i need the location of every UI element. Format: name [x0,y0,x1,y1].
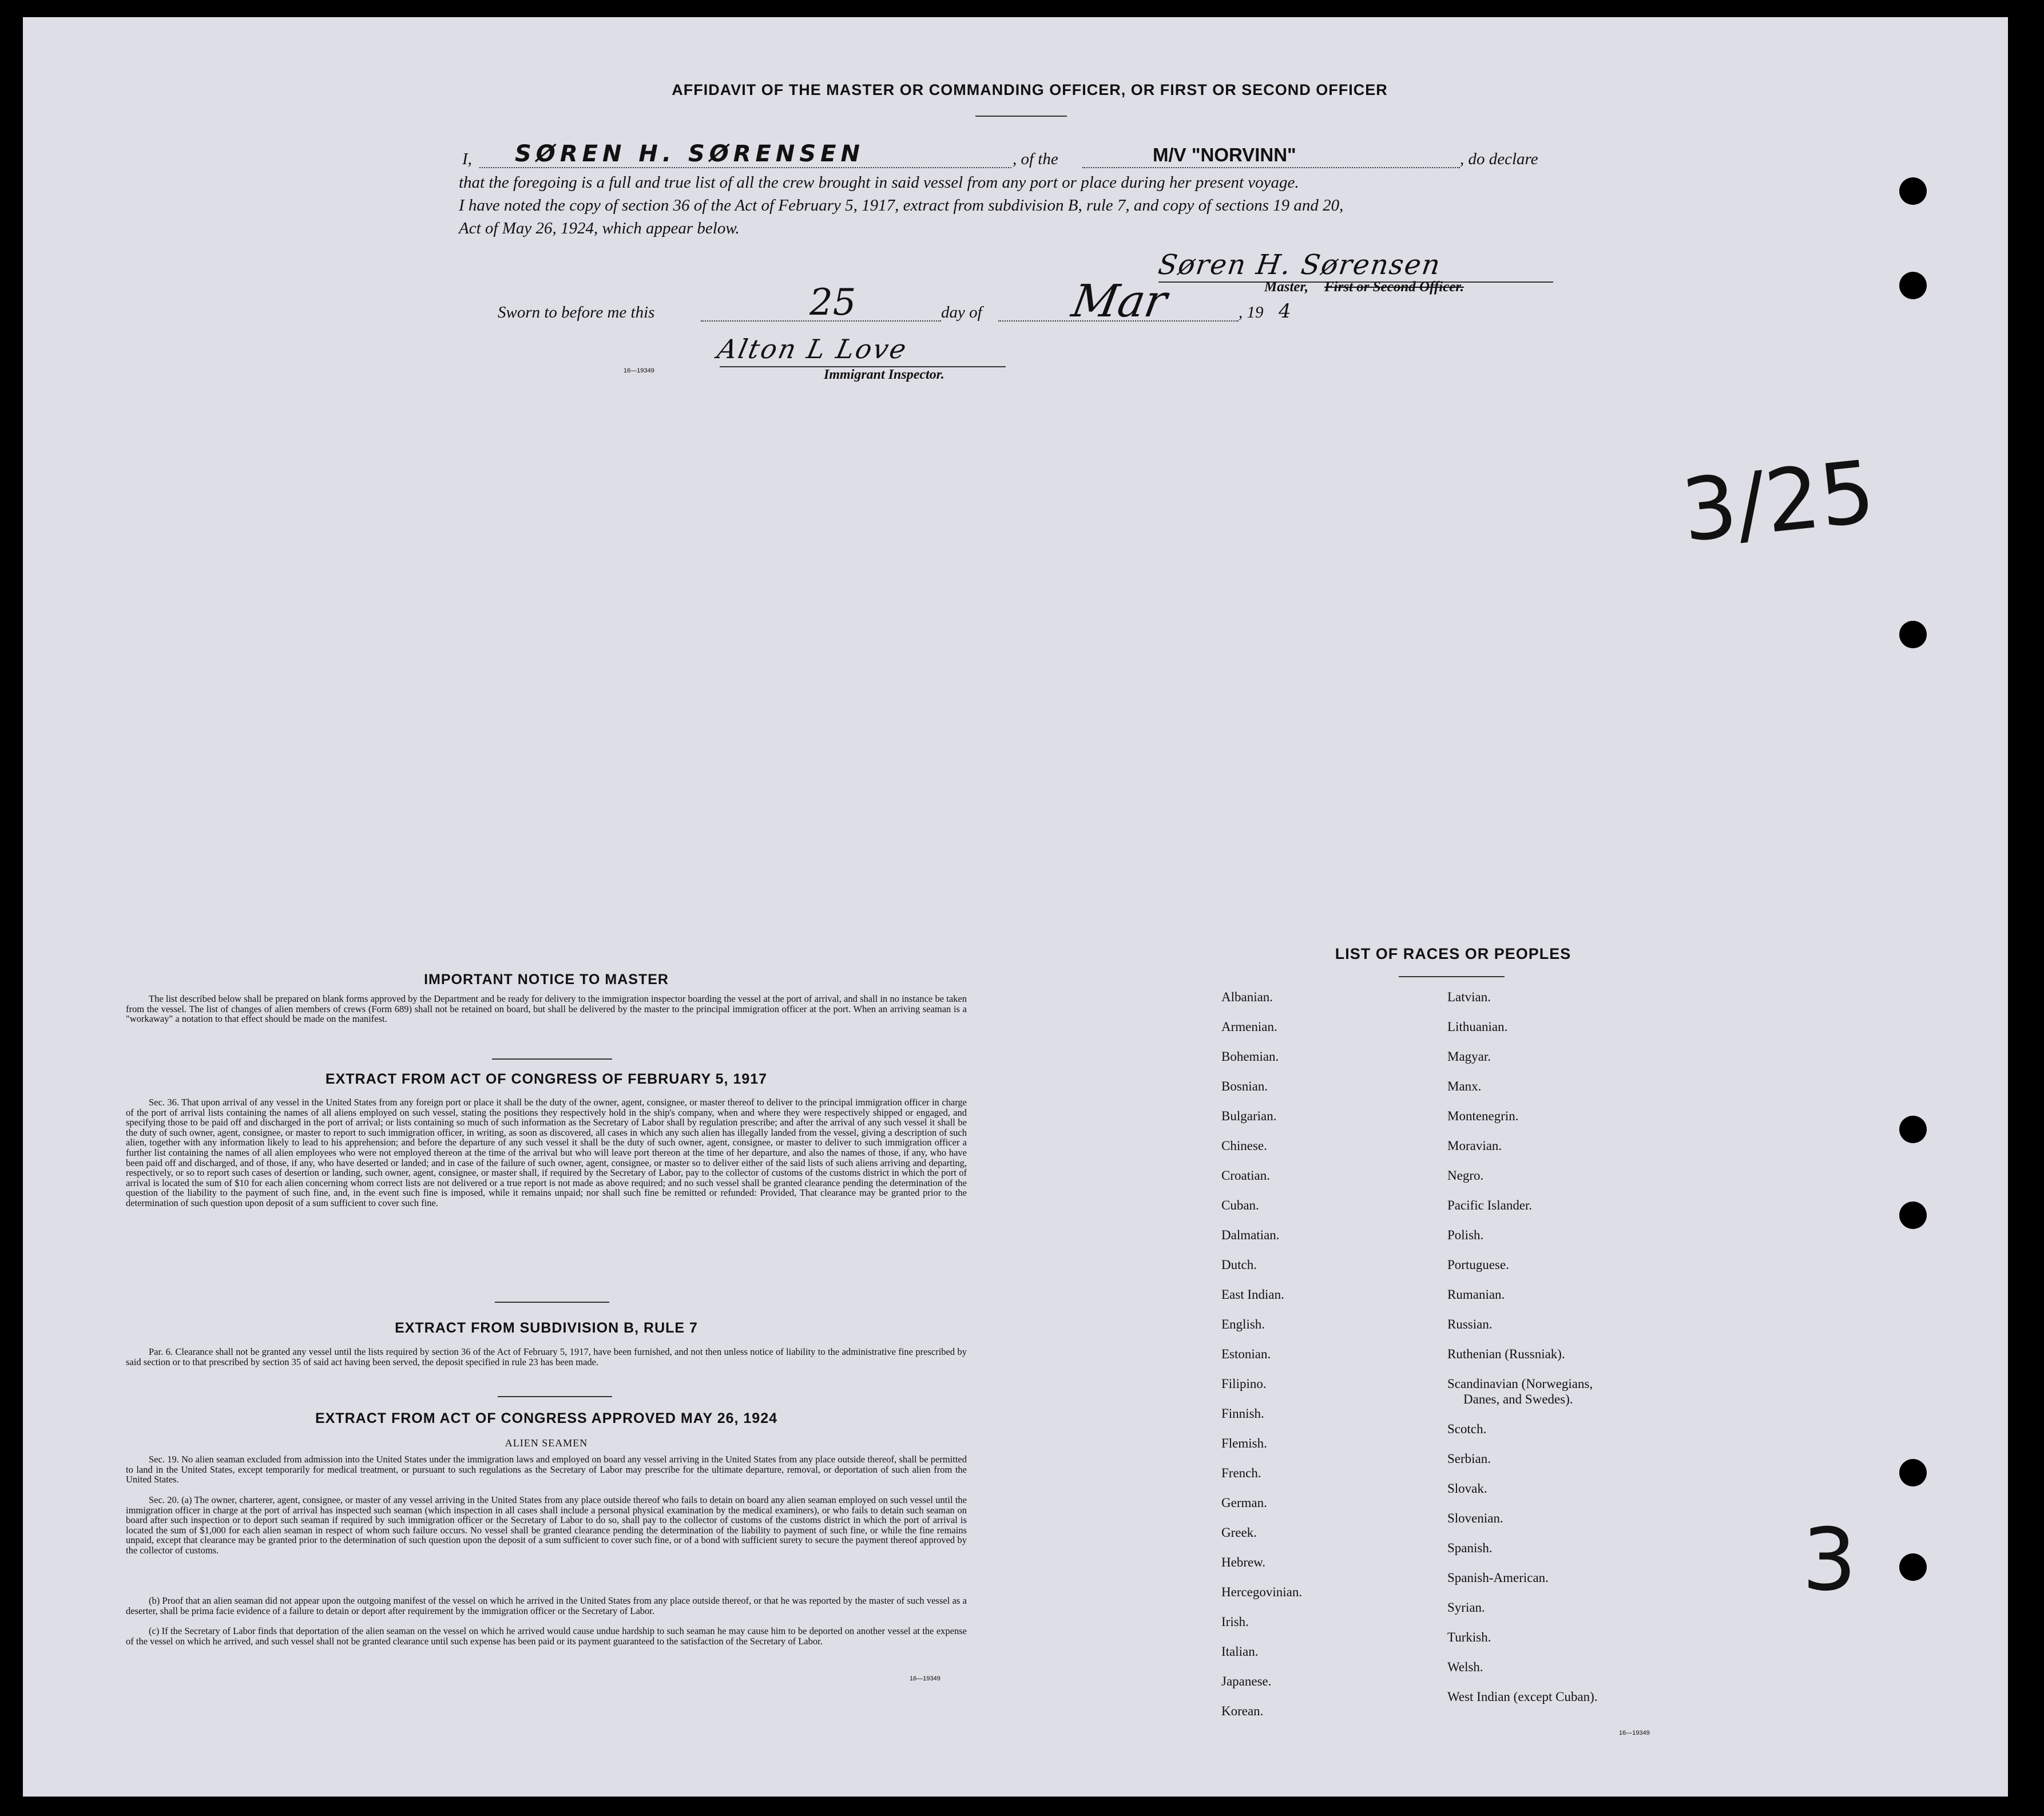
race-item: Spanish-American. [1447,1571,1549,1585]
notice-text: The list described below shall be prepared on blank forms approved by the Department and be ready for delivery to the immigration inspector boarding the vessel at the port of arrival, and shall in no instance be taken from the vessel. The list of changes of alien members of crews (Form 689) shall not be retained on board, but shall be delivered by the master to the principal immigration officer at the port. When an arriving seaman is a "workaway" a notation to that effect should be made on the manifest. [126,993,967,1025]
extract3-sec20c: (c) If the Secretary of Labor finds that deportation of the alien seaman on the vessel on which he arrived would cause undue hardship to such seaman he may cause him to be deported on another vessel at the expense of the vessel on which he arrived, and such vessel shall not be granted clearance until such expense has been paid or its payment guaranteed to the satisfaction of the Secretary of Labor. [126,1625,967,1647]
form-number-top: 16—19349 [624,367,654,374]
race-item: German. [1221,1496,1267,1510]
struck-officer-label: First or Second Officer. [1324,279,1464,295]
vessel-name: M/V "NORVINN" [1153,144,1296,165]
race-item: Hercegovinian. [1221,1585,1303,1599]
affidavit-line-2: I have noted the copy of section 36 of the Act of February 5, 1917, extract from subdivision B, rule 7, and copy of sections 19 and 20, [459,196,1344,215]
inspector-label: Immigrant Inspector. [824,367,944,382]
day-value: 25 [809,281,856,324]
race-item: Negro. [1447,1168,1484,1183]
day-of-label: day of [941,303,982,322]
race-item: Dutch. [1221,1258,1257,1272]
race-item: Manx. [1447,1079,1482,1093]
binder-hole [1899,1116,1927,1143]
extract3-sec20a: Sec. 20. (a) The owner, charterer, agent, consignee, or master of any vessel arriving in the United States from any place outside thereof who fails to detain on board any alien seaman employed on such vessel until the immigration officer in charge at the port of arrival has inspected such seaman (which inspection in all cases shall include a personal physical examination by the medical examiners), or who fails to detain such seaman on board after such inspection or to deport such seaman if required by such immigration officer or the Secretary of Labor to do so, shall pay to the collector of customs of the customs district in which the port of arrival is located the sum of $1,000 for each alien seaman in respect of whom such failure occurs. No vessel shall be granted clearance pending the determination of the liability to payment of such fine, or while the fine remains unpaid, except that clearance may be granted prior to the determination of such question upon the deposit of a sum sufficient to cover such fine, or of a bond with sufficient surety to secure the payment thereof approved by the collector of customs. [126,1494,967,1556]
race-item: Lithuanian. [1447,1020,1508,1034]
document-page [23,17,2008,1797]
notice-title: IMPORTANT NOTICE TO MASTER [424,972,669,988]
race-item: Italian. [1221,1644,1259,1659]
do-declare-label: , do declare [1460,150,1538,168]
races-title: LIST OF RACES OR PEOPLES [1335,945,1571,962]
master-label: Master, [1264,279,1309,295]
race-item: Magyar. [1447,1049,1491,1064]
race-item: Ruthenian (Russniak). [1447,1347,1565,1361]
master-name: SØREN H. SØRENSEN [515,141,864,167]
race-item: Hebrew. [1221,1555,1266,1569]
race-item: Filipino. [1221,1377,1267,1391]
extract2-text: Par. 6. Clearance shall not be granted any vessel until the lists required by section 36 of the Act of February 5, 1917, have been furnished, and not then unless notice of liability to the administrative fine prescribed by said section or to that prescribed by section 35 of said act having been served, the deposit specified in rule 23 has been made. [126,1346,967,1367]
race-item: Bulgarian. [1221,1109,1277,1123]
race-item: Bosnian. [1221,1079,1268,1093]
binder-hole [1899,177,1927,205]
race-item: Turkish. [1447,1630,1491,1644]
race-item: Dalmatian. [1221,1228,1280,1242]
extract1-text: Sec. 36. That upon arrival of any vessel in the United States from any foreign port or place it shall be the duty of the owner, agent, consignee, or master thereof to deliver to the principal immigration officer in charge of the port of arrival lists containing the names of all aliens employed on such vessel, stating the positions they respectively hold in the ship's company, when and where they were respectively shipped or engaged, and specifying those to be paid off and discharged in the port of arrival; or lists containing so much of such information as the Secretary of Labor shall by regulation prescribe; and after the arrival of any such vessel it shall be the duty of such owner, agent, consignee, or master to report to such immigration officer, in writing, as soon as discovered, all cases in which any such alien has illegally landed from the vessel, giving a description of such alien, together with any information likely to lead to his apprehension; and before the departure of any such vessel it shall be the duty of such owner, agent, consignee, or master to deliver to such immigration officer a further list containing the names of all alien employees who were not employed thereon at the time of the arrival but who will leave port thereon at the time of her departure, and also the names of those, if any, who have been paid off and discharged, and of those, if any, who have deserted or landed; and in case of the failure of such owner, agent, consignee, or master so to deliver either of the said lists of such aliens arriving and departing, respectively, or so to report such cases of desertion or landing, such owner, agent, consignee, or master shall, if required by the Secretary of Labor, pay to the collector of customs of the customs district in which the port of arrival is located the sum of $10 for each alien concerning whom correct lists are not delivered or a true report is not made as above required; and no such vessel shall be granted clearance pending the determination of the question of the liability to the payment of such fine, and, in the event such fine is imposed, while it remains unpaid; nor shall such fine be remitted or refunded: Provided, That clearance may be granted prior to the determination of such question upon deposit of a sum sufficient to cover such fine. [126,1097,967,1208]
handwritten-date-note: 3/25 [1677,442,1880,562]
extract1-title: EXTRACT FROM ACT OF CONGRESS OF FEBRUARY 5, 1917 [325,1071,768,1087]
race-item: Serbian. [1447,1452,1491,1466]
race-item: Korean. [1221,1704,1264,1718]
race-item: Welsh. [1447,1660,1483,1674]
race-item: Portuguese. [1447,1258,1509,1272]
notice-rule [492,1058,612,1060]
binder-hole [1899,1553,1927,1581]
affidavit-line-1: that the foregoing is a full and true list of all the crew brought in said vessel from any port or place during her present voyage. [459,173,1299,192]
race-item: French. [1221,1466,1261,1480]
extract3-subtitle: ALIEN SEAMEN [505,1437,588,1449]
race-item: Armenian. [1221,1020,1277,1034]
race-item: Spanish. [1447,1541,1493,1555]
extract1-rule [495,1302,609,1303]
extract3-sec19: Sec. 19. No alien seaman excluded from admission into the United States under the immigration laws and employed on board any vessel arriving in the United States from any place outside thereof, shall be permitted to land in the United States, except temporarily for medical treatment, or pursuant to such regulations as the Secretary of Labor may prescribe for the ultimate departure, removal, or deportation of such alien from the United States. [126,1454,967,1485]
inspector-signature: Alton L Love [715,334,911,364]
binder-hole [1899,272,1927,299]
race-item: East Indian. [1221,1287,1284,1302]
form-number-right: 16—19349 [1619,1730,1650,1736]
binder-hole [1899,1202,1927,1229]
extract2-title: EXTRACT FROM SUBDIVISION B, RULE 7 [395,1320,698,1336]
binder-hole [1899,1459,1927,1486]
race-item: Pacific Islander. [1447,1198,1533,1212]
race-item: Scotch. [1447,1422,1487,1436]
race-item: Croatian. [1221,1168,1270,1183]
race-item: Flemish. [1221,1436,1267,1450]
race-item: Slovak. [1447,1481,1487,1496]
race-item: English. [1221,1317,1265,1331]
extract2-rule [498,1396,612,1397]
race-item: Latvian. [1447,990,1491,1004]
month-value: Mar [1068,276,1171,327]
races-rule [1399,976,1505,977]
race-item: Rumanian. [1447,1287,1505,1302]
sworn-label: Sworn to before me this [498,303,655,322]
race-item: Chinese. [1221,1139,1267,1153]
race-item: West Indian (except Cuban). [1447,1690,1598,1704]
vessel-line [1082,167,1460,168]
race-item: Russian. [1447,1317,1493,1331]
i-label: I, [462,150,472,168]
race-item: Slovenian. [1447,1511,1503,1525]
year-value: 4 [1279,300,1291,323]
year-label: , 19 [1239,303,1264,322]
master-signature: Søren H. Sørensen [1156,249,1443,281]
race-item: Finnish. [1221,1406,1264,1421]
race-item: Polish. [1447,1228,1484,1242]
extract3-sec20b: (b) Proof that an alien seaman did not appear upon the outgoing manifest of the vessel on which he arrived in the United States from any place outside thereof, or that he was reported by the master of such vessel as a deserter, shall be prima facie evidence of a failure to detain or deport after requirement by the immigration officer or the Secretary of Labor. [126,1595,967,1616]
race-item: Cuban. [1221,1198,1259,1212]
race-item: Albanian. [1221,990,1273,1004]
of-the-label: , of the [1013,150,1058,168]
race-item: Montenegrin. [1447,1109,1519,1123]
handwritten-page-number: 3 [1802,1510,1857,1610]
race-item: Syrian. [1447,1600,1485,1615]
race-item: Moravian. [1447,1139,1502,1153]
race-item: Danes, and Swedes). [1463,1392,1573,1406]
binder-hole [1899,621,1927,648]
race-item: Bohemian. [1221,1049,1279,1064]
race-item: Scandinavian (Norwegians, [1447,1377,1593,1391]
race-item: Japanese. [1221,1674,1272,1688]
race-item: Greek. [1221,1525,1257,1540]
affidavit-title: AFFIDAVIT OF THE MASTER OR COMMANDING OFFICER, OR FIRST OR SECOND OFFICER [672,81,1388,98]
race-item: Irish. [1221,1615,1249,1629]
race-item: Estonian. [1221,1347,1271,1361]
extract3-title: EXTRACT FROM ACT OF CONGRESS APPROVED MAY 26, 1924 [315,1410,778,1426]
affidavit-line-3: Act of May 26, 1924, which appear below. [459,219,740,237]
master-name-line [479,167,1011,168]
title-rule [975,116,1067,117]
form-number-left: 16—19349 [910,1675,940,1682]
